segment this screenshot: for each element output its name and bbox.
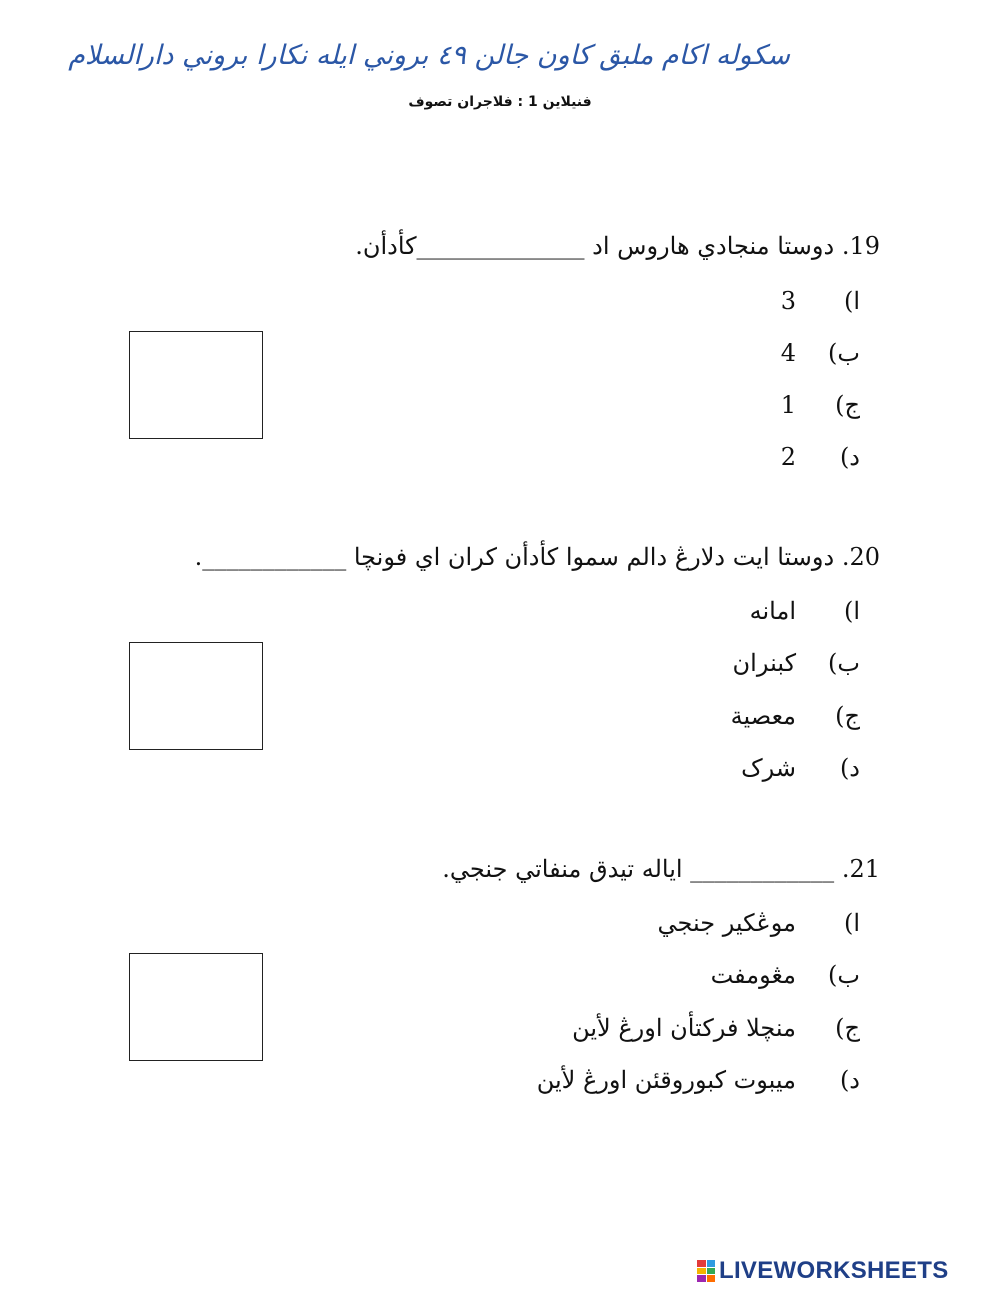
q19-answer-box[interactable] [129,331,263,439]
worksheet-subtitle: فنيلاين 1 : فلاجران تصوف [408,94,592,110]
question-21: 21. ____________ اياله تيدق منفاتي جنجي. [442,855,880,883]
option-text: 2 [780,443,796,471]
liveworksheets-icon [697,1260,715,1282]
option-letter: ب) [828,649,860,677]
option-letter: د) [839,443,860,471]
q19-option-d [781,437,860,477]
question-20: 20. دوستا ايت دلارڠ دالم سموا كأدأن كران اي فونچا ____________. [194,543,880,571]
option-letter: د) [839,754,860,782]
q20-option-a [750,591,860,631]
option-text: 3 [780,287,796,315]
option-text: موڠكير جنجي [657,909,796,937]
option-letter: ب) [828,339,860,367]
q19-option-a [781,281,860,321]
option-text: معصية [730,702,796,730]
option-text: منچلا فركتأن اورڠ لأين [572,1014,796,1042]
option-letter: د) [839,1066,860,1094]
option-letter: ا) [843,287,860,315]
q20-option-b [733,643,860,683]
option-letter: ج) [835,702,860,730]
school-name-banner: سكوله اكام ملبق كاون جالن ٤٩ بروني ايله نكارا بروني دارالسلام [68,40,790,71]
q21-option-c [572,1008,860,1048]
option-letter: ا) [843,597,860,625]
q20-option-d [741,748,860,788]
option-text: ميبوت كبوروقئن اورڠ لأين [536,1066,796,1094]
option-text: 4 [780,339,796,367]
question-19: 19. دوستا منجادي هاروس اد ______________كأدأن. [355,232,880,260]
q19-option-b [781,333,860,373]
option-text: شرک [741,754,796,782]
option-letter: ج) [835,391,860,419]
option-text: امانه [749,597,796,625]
liveworksheets-logo[interactable] [697,1256,949,1286]
q21-option-d [537,1060,860,1100]
q21-answer-box[interactable] [129,953,263,1061]
brand-name: LIVEWORKSHEETS [719,1257,949,1284]
q21-option-b [711,955,860,995]
q21-option-a [657,903,860,943]
option-text: كبنران [732,649,796,677]
option-text: 1 [780,391,796,419]
option-letter: ج) [835,1014,860,1042]
q20-answer-box[interactable] [129,642,263,750]
option-letter: ب) [828,961,860,989]
option-text: مڠومفت [710,961,796,989]
q19-option-c [781,385,860,425]
option-letter: ا) [843,909,860,937]
q20-option-c [731,696,860,736]
